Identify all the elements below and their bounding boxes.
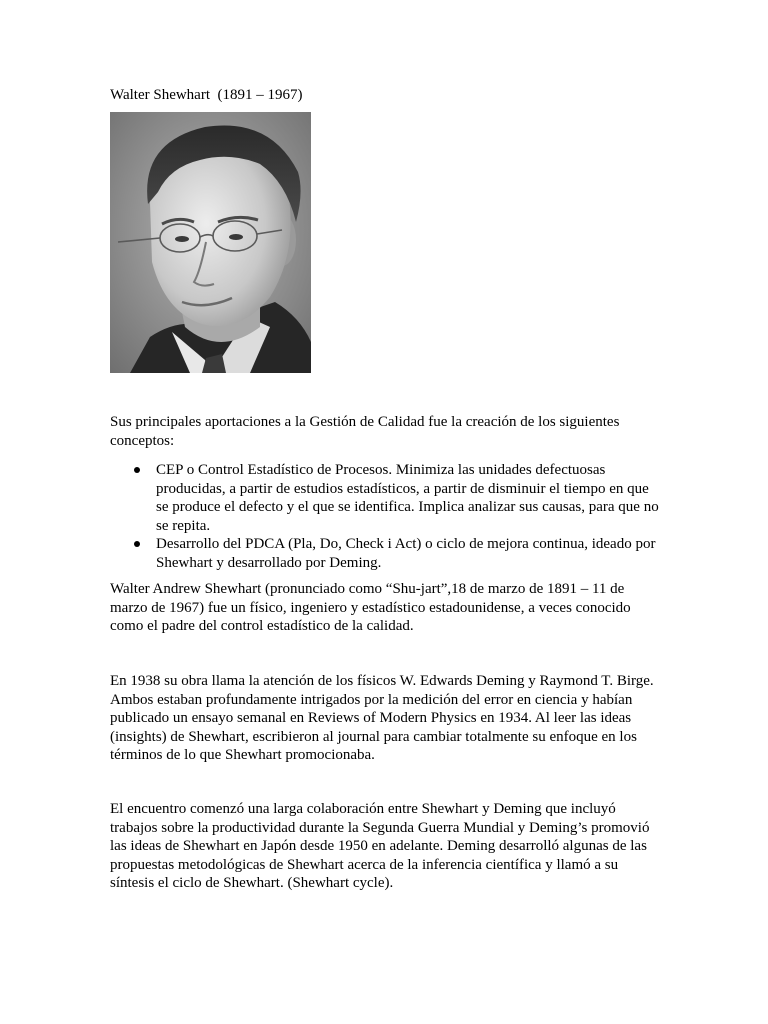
- list-item-text: CEP o Control Estadístico de Procesos. Minimiza las unidades defectuosas producidas, a partir de estudios estadísticos, a partir de disminuir el tiempo en que se produce el defecto y el que se identifica. Implica analizar sus causas, para que no se repita.: [156, 462, 659, 534]
- bullet-icon: [134, 541, 140, 547]
- list-item: [110, 535, 662, 572]
- list-item-text: Desarrollo del PDCA (Pla, Do, Check i Act) o ciclo de mejora continua, ideado por Shewhart y desarrollado por Deming.: [156, 536, 656, 571]
- contributions-list: [110, 461, 662, 572]
- list-item: [110, 461, 662, 535]
- paragraph-encuentro: El encuentro comenzó una larga colaboración entre Shewhart y Deming que incluyó trabajos sobre la productividad durante la Segunda Guerra Mundial y Deming’s promovió las ideas de Shewhart en Japón desde 1950 en adelante. Deming desarrolló algunas de las propuestas metodológicas de Shewhart acerca de la inferencia científica y llamó a su síntesis el ciclo de Shewhart. (Shewhart cycle).: [110, 801, 650, 891]
- intro-paragraph: Sus principales aportaciones a la Gestión de Calidad fue la creación de los siguientes conceptos:: [110, 414, 620, 449]
- document-title: Walter Shewhart (1891 – 1967): [110, 87, 303, 103]
- portrait-photo: [110, 112, 311, 373]
- biography-paragraph: Walter Andrew Shewhart (pronunciado como “Shu-jart”,18 de marzo de 1891 – 11 de marzo de 1967) fue un físico, ingeniero y estadístico estadounidense, a veces conocido como el padre del control estadístico de la calidad.: [110, 581, 631, 634]
- bullet-icon: [134, 467, 140, 473]
- paragraph-1938: En 1938 su obra llama la atención de los físicos W. Edwards Deming y Raymond T. Birge. Ambos estaban profundamente intrigados por la medición del error en ciencia y habían publicado un ensayo semanal en Reviews of Modern Physics en 1934. Al leer las ideas (insights) de Shewhart, escribieron al journal para cambiar totalmente su enfoque en los términos de lo que Shewhart promocionaba.: [110, 673, 654, 763]
